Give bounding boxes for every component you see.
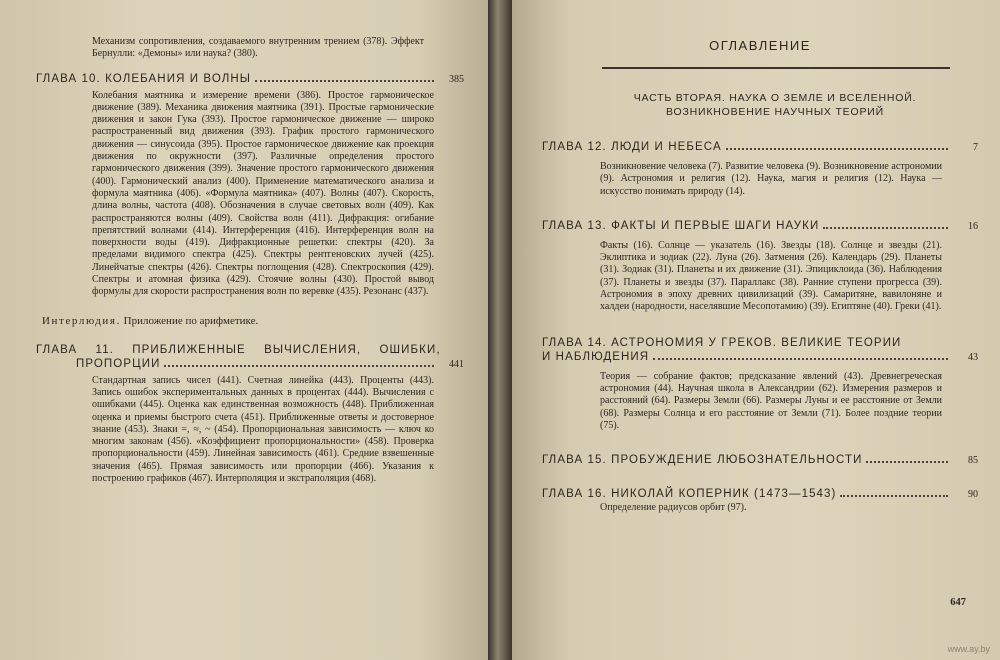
leader-dots <box>653 358 948 360</box>
chapter-10-line <box>36 73 464 85</box>
chapter-13-description: Факты (16). Солнце — указатель (16). Звезды (18). Солнце и звезды (21). Эклиптика и зодиак (22). Луна (26). Затмения (26). Календарь (29). Планеты (31). Зодиак (31). Планеты и их движение (31). Эпициклоида (36). Наблюдения (37). Планеты и звезды (37). Параллакс (38). Ранние ступени прогресса (39). Астрономия в эпоху древних цивилизаций (39). Самаритяне, вавилоняне и халдеи (народности, населявшие Месопотамию) (39). Египтяне (40). Греки (41). <box>600 239 942 313</box>
chapter-15-title: ГЛАВА 15. ПРОБУЖДЕНИЕ ЛЮБОЗНАТЕЛЬНОСТИ <box>542 454 863 467</box>
chapter-13-title: ГЛАВА 13. ФАКТЫ И ПЕРВЫЕ ШАГИ НАУКИ <box>542 219 820 232</box>
watermark: www.ay.by <box>947 644 990 654</box>
leader-dots <box>840 495 948 497</box>
chapter-11-line <box>76 358 464 370</box>
chapter-14-page: 43 <box>968 351 978 363</box>
chapter-14-title-line2: И НАБЛЮДЕНИЯ <box>542 350 650 363</box>
chapter-15-entry <box>542 454 978 466</box>
leader-dots <box>255 80 434 82</box>
chapter-16-line <box>542 488 978 500</box>
leader-dots <box>726 148 948 150</box>
leader-dots <box>164 365 434 367</box>
chapter-11-entry <box>36 343 464 486</box>
chapter-16-description: Определение радиусов орбит (97). <box>600 502 747 514</box>
chapter-12-page: 7 <box>973 142 978 153</box>
chapter-11-title-line1: ГЛАВА 11. ПРИБЛИЖЕННЫЕ ВЫЧИСЛЕНИЯ, ОШИБКИ, <box>36 343 441 356</box>
chapter-16-entry <box>542 488 978 514</box>
chapter-12-title: ГЛАВА 12. ЛЮДИ И НЕБЕСА <box>542 141 722 153</box>
chapter-14-title-line1: ГЛАВА 14. АСТРОНОМИЯ У ГРЕКОВ. ВЕЛИКИЕ ТЕОРИИ <box>542 336 902 349</box>
chapter-10-description: Колебания маятника и измерение времени (386). Простое гармоническое движение (389). Механика движения маятника (391). Простые гармонические движения и закон Гука (393). Простое гармоническое движение — широко распространенный вид движения (393). График простого гармонического движения — синусоида (395). Простое гармоническое движение как проекция движения по окружности (397). Различные определения простого гармонического движения (399). Значение простого гармонического движения (400). Гармонический анализ (400). Применение математического анализа и формула маятника (406). «Формула маятника» (407). Волны (407). Скорость, длина волны, частота (408). Обозначения в случае световых волн (409). Как распространяются волны (409). Свойства волн (411). Дифракция: огибание препятствий волнами (414). Интерференция (416). Интерференция волн на поверхности воды (419). Дифракционные решетки: спектры (420). За пределами видимого спектра (425). Спектры рентгеновских лучей (425). Линейчатые спектры (426). Спектры поглощения (428). Спектроскопия (429). Спектры и атомная физика (429). Стоячие волны (430). Простой вывод формулы для скорости распространения волн по веревке (435). Резонанс (437). <box>92 89 434 298</box>
chapter-10-title: ГЛАВА 10. КОЛЕБАНИЯ И ВОЛНЫ <box>36 72 252 85</box>
chapter-15-line <box>542 454 978 466</box>
interlude-head: Интерлюдия. <box>42 314 121 327</box>
book-gutter <box>488 0 512 660</box>
chapter-11-title-line2: ПРОПОРЦИИ <box>76 357 161 370</box>
chapter-12-description: Возникновение человека (7). Развитие человека (9). Возникновение астрономии (9). Астрономия и религия (12). Наука, магия и религия (12). Наука — искусство понимать природу (14). <box>600 161 942 197</box>
chapter-14-description: Теория — собрание фактов; предсказание явлений (43). Древнегреческая астрономия (44). Научная школа в Александрии (62). Измерения размеров и расстояний (64). Размеры Земли (66). Размеры Луны и ее расстояние от Земли (68). Размеры Солнца и его расстояние от Земли (71). Более поздние теории (75). <box>600 370 942 431</box>
chapter-12-entry <box>542 141 978 198</box>
chapter-10-page: 385 <box>449 73 464 85</box>
left-top-text: Механизм сопротивления, создаваемого внутренним трением (378). Эффект Бернулли: «Демоны» или наука? (380). <box>92 36 424 60</box>
chapter-12-line <box>542 141 978 153</box>
chapter-13-entry <box>542 220 978 314</box>
chapter-10-entry <box>36 73 464 299</box>
toc-rule <box>602 67 950 69</box>
left-page <box>0 0 488 660</box>
part-title: ЧАСТЬ ВТОРАЯ. НАУКА О ЗЕМЛЕ И ВСЕЛЕННОЙ. ВОЗНИКНОВЕНИЕ НАУЧНЫХ ТЕОРИЙ <box>633 92 917 118</box>
chapter-14-line <box>542 351 978 363</box>
chapter-11-page: 441 <box>449 358 464 370</box>
chapter-16-page: 90 <box>968 489 978 501</box>
chapter-13-line <box>542 220 978 232</box>
chapter-15-page: 85 <box>968 455 978 467</box>
leader-dots <box>866 461 948 463</box>
chapter-16-title: ГЛАВА 16. НИКОЛАЙ КОПЕРНИК (1473—1543) <box>542 488 837 501</box>
interlude-entry <box>42 315 464 327</box>
right-page <box>512 0 1000 660</box>
chapter-14-entry <box>542 336 978 432</box>
page-number: 647 <box>950 597 966 608</box>
interlude-text: Приложение по арифметике. <box>123 314 259 327</box>
chapter-11-description: Стандартная запись чисел (441). Счетная линейка (443). Проценты (443). Запись ошибок экспериментальных данных в процентах (444). Вычисления с ошибками (445). Оценка как единственная возможность (448). Приближенная оценка и приемы быстрого счета (451). Приближенные ответы и достоверное знание (453). Знаки =, ≈, ~ (454). Пропорциональная зависимость — ключ ко многим законам (456). «Коэффициент пропорциональности» (458). Проверка пропорциональности (459). Линейная зависимость (461). Средние взвешенные значения (465). Прямая зависимость или пропорции (466). Указания к построению графиков (467). Интерполяция и экстраполяция (468). <box>92 374 434 485</box>
toc-heading: ОГЛАВЛЕНИЕ <box>709 38 811 53</box>
chapter-13-page: 16 <box>968 220 978 232</box>
leader-dots <box>823 227 948 229</box>
